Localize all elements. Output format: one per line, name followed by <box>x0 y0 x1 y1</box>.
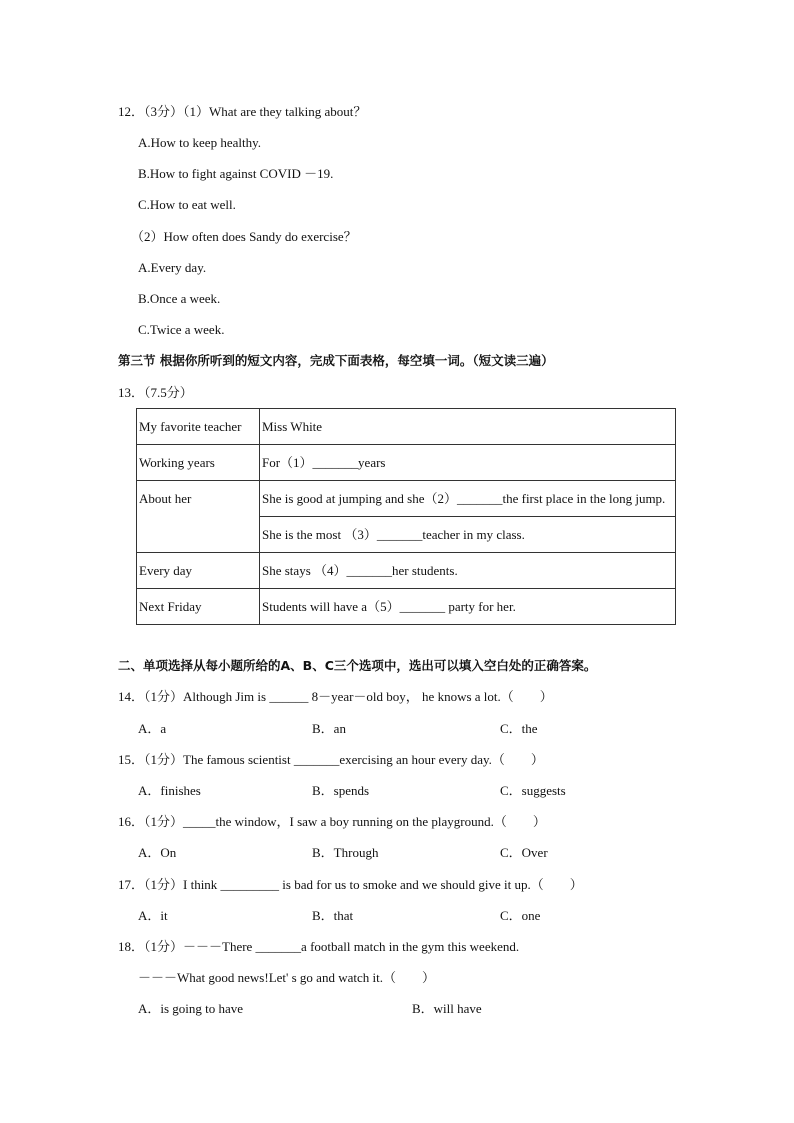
q12-option-a: A.How to keep healthy. <box>138 135 261 150</box>
q15-option-b: B．spends <box>312 783 370 798</box>
q12-stem: 12．（3分）（1）What are they talking about？ <box>118 104 367 119</box>
table-cell-value: She is good at jumping and she（2）_______the first place in the long jump. <box>260 481 676 517</box>
table-cell-label: Working years <box>137 445 260 481</box>
q12-option-c: C.How to eat well. <box>138 197 236 212</box>
q15-stem: 15．（1分）The famous scientist _______exercising an hour every day.（ ） <box>118 752 544 767</box>
q16-stem: 16．（1分）_____the window，I saw a boy running on the playground.（ ） <box>118 814 546 829</box>
q16-option-b: B．Through <box>312 845 379 860</box>
q12-option-b: B.How to fight against COVID －19. <box>138 166 334 181</box>
table-cell-value: She stays （4）_______her students. <box>260 553 676 589</box>
q12-part2-stem: （2）How often does Sandy do exercise？ <box>131 229 357 244</box>
table-cell-label: Every day <box>137 553 260 589</box>
q18-option-b: B．will have <box>412 1001 482 1016</box>
q14-stem: 14．（1分）Although Jim is ______ 8－year－old boy， he knows a lot.（ ） <box>118 689 553 704</box>
part2-heading: 二、单项选择从每小题所给的A、B、C三个选项中，选出可以填入空白处的正确答案。 <box>118 658 597 673</box>
table-cell-value: She is the most （3）_______teacher in my class. <box>260 517 676 553</box>
table-cell-label: My favorite teacher <box>137 409 260 445</box>
q14-option-a: A．a <box>138 721 167 736</box>
q12-part2-option-c: C.Twice a week. <box>138 322 225 337</box>
table-row <box>137 445 676 481</box>
table-cell-label: About her <box>137 481 260 553</box>
q13-stem: 13．（7.5分） <box>118 385 193 400</box>
q18-option-a: A．is going to have <box>138 1001 244 1016</box>
q16-option-c: C．Over <box>500 845 548 860</box>
q17-option-c: C．one <box>500 908 541 923</box>
q14-option-b: B．an <box>312 721 346 736</box>
q12-part2-option-b: B.Once a week. <box>138 291 221 306</box>
q12-part2-option-a: A.Every day. <box>138 260 207 275</box>
table-row <box>137 409 676 445</box>
q17-option-b: B．that <box>312 908 354 923</box>
q16-option-a: A．On <box>138 845 177 860</box>
table-cell-label: Next Friday <box>137 589 260 625</box>
table-cell-value: For（1）_______years <box>260 445 676 481</box>
section3-heading: 第三节 根据你所听到的短文内容，完成下面表格，每空填一词。（短文读三遍） <box>118 353 554 368</box>
table-cell-value: Miss White <box>260 409 676 445</box>
q15-option-c: C．suggests <box>500 783 566 798</box>
q13-table <box>136 408 676 625</box>
table-row <box>137 589 676 625</box>
q15-option-a: A．finishes <box>138 783 201 798</box>
table-cell-value: Students will have a（5）_______ party for her. <box>260 589 676 625</box>
q17-option-a: A．it <box>138 908 168 923</box>
q18-line2: －－－What good news!Let' s go and watch it.（ ） <box>138 970 435 985</box>
q18-stem: 18．（1分）－－－There _______a football match in the gym this weekend. <box>118 939 520 954</box>
q17-stem: 17．（1分）I think _________ is bad for us to smoke and we should give it up.（ ） <box>118 877 583 892</box>
table-row <box>137 481 676 517</box>
table-row <box>137 553 676 589</box>
q14-option-c: C．the <box>500 721 538 736</box>
